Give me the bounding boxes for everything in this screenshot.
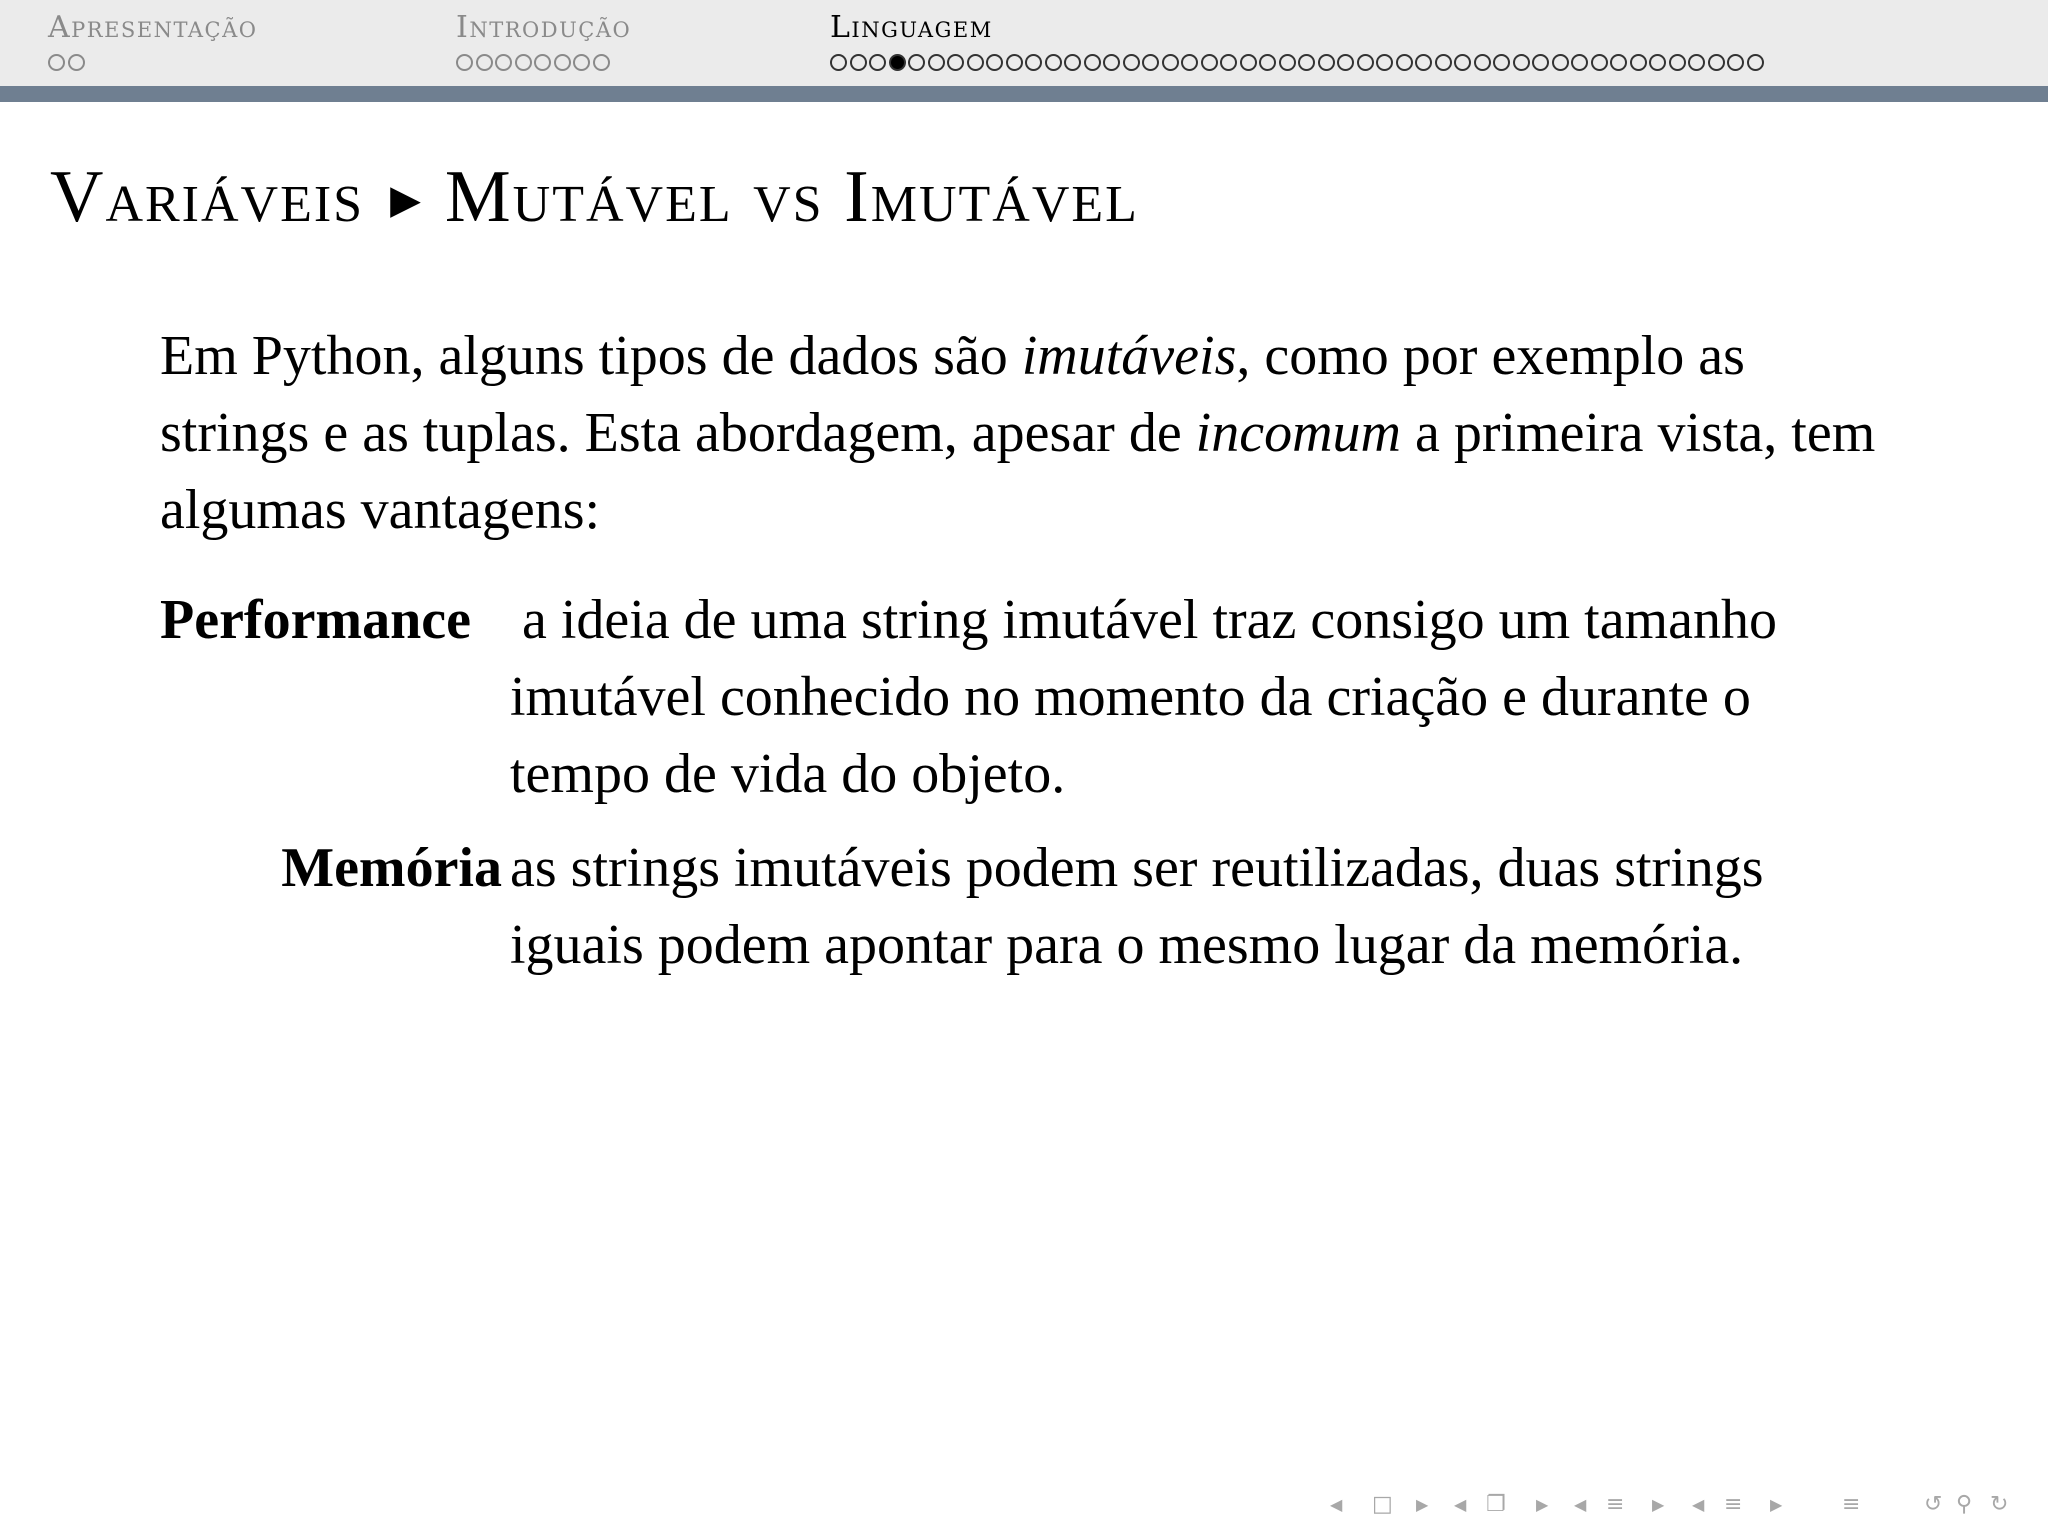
next-frame-arrow-icon[interactable]: ▶ — [1416, 1495, 1429, 1514]
document-icon[interactable]: ≡ — [1724, 1492, 1743, 1517]
frame-dot[interactable] — [1454, 54, 1471, 71]
frame-dot[interactable] — [554, 54, 571, 71]
frame-title — [50, 152, 1139, 245]
frame-dot[interactable] — [1084, 54, 1101, 71]
frame-title-section: Variáveis — [50, 156, 365, 238]
undo-icon[interactable]: ↺ — [1924, 1492, 1943, 1517]
frame-dot[interactable] — [1610, 54, 1627, 71]
intro-emphasis-incomum: incomum — [1195, 402, 1401, 464]
frame-dot[interactable] — [1025, 54, 1042, 71]
frame-dot[interactable] — [1396, 54, 1413, 71]
description-definition: a ideia de uma string imutável traz consigo um tamanho imutável conhecido no momento da criação e durante o tempo de vida do objeto. — [510, 589, 1777, 805]
frame-dot[interactable] — [1435, 54, 1452, 71]
frame-dot[interactable] — [1552, 54, 1569, 71]
frame-dot[interactable] — [534, 54, 551, 71]
frame-dot[interactable] — [495, 54, 512, 71]
frame-dot[interactable] — [908, 54, 925, 71]
nav-section-introducao[interactable] — [456, 10, 631, 46]
nav-section-title[interactable]: Linguagem — [830, 10, 993, 45]
description-definition: as strings imutáveis podem ser reutilizadas, duas strings iguais podem apontar para o mesmo lugar da memória. — [510, 837, 1764, 976]
frame-dot[interactable] — [573, 54, 590, 71]
prev-document-arrow-icon[interactable]: ◀ — [1692, 1495, 1705, 1514]
frame-dot[interactable] — [1064, 54, 1081, 71]
nav-section-title[interactable]: Apresentação — [48, 10, 258, 45]
frame-dot[interactable] — [1415, 54, 1432, 71]
frame-dot[interactable] — [1357, 54, 1374, 71]
prev-frame-arrow-icon[interactable]: ◀ — [1330, 1495, 1343, 1514]
description-term: Performance — [160, 589, 471, 651]
nav-section-apresentacao[interactable] — [48, 10, 258, 46]
frame-dots — [48, 54, 87, 78]
frame-dot[interactable] — [1318, 54, 1335, 71]
intro-text: Em Python, alguns tipos de dados são — [160, 325, 1022, 387]
intro-emphasis-imutaveis: imutáveis — [1021, 325, 1237, 387]
next-section-arrow-icon[interactable]: ▶ — [1652, 1495, 1665, 1514]
frame-dot[interactable] — [869, 54, 886, 71]
frame-dots — [830, 54, 1766, 78]
toc-icon[interactable]: ≡ — [1842, 1492, 1861, 1517]
next-subsection-arrow-icon[interactable]: ▶ — [1536, 1495, 1549, 1514]
frame-dot[interactable] — [947, 54, 964, 71]
current-frame-dot[interactable] — [889, 54, 906, 71]
frame-dot[interactable] — [928, 54, 945, 71]
frame-dot[interactable] — [967, 54, 984, 71]
frame-dot[interactable] — [48, 54, 65, 71]
frame-dot[interactable] — [1493, 54, 1510, 71]
frame-dot[interactable] — [1123, 54, 1140, 71]
frame-title-subsection: Mutável vs Imutável — [444, 156, 1139, 238]
description-term: Memória — [281, 837, 502, 899]
frame-dot[interactable] — [1045, 54, 1062, 71]
frame-dot[interactable] — [1727, 54, 1744, 71]
intro-paragraph — [160, 318, 1900, 549]
frame-icon[interactable]: □ — [1372, 1492, 1393, 1517]
intro-text: a primeira vista, tem algumas vantagens: — [160, 402, 1876, 541]
frame-dot[interactable] — [1259, 54, 1276, 71]
frame-dot[interactable] — [1747, 54, 1764, 71]
prev-section-arrow-icon[interactable]: ◀ — [1574, 1495, 1587, 1514]
right-triangle-icon: ▶ — [390, 177, 423, 222]
frame-dot[interactable] — [1298, 54, 1315, 71]
frame-dot[interactable] — [1708, 54, 1725, 71]
header-divider — [0, 86, 2048, 102]
prev-subsection-arrow-icon[interactable]: ◀ — [1454, 1495, 1467, 1514]
redo-icon[interactable]: ↻ — [1990, 1492, 2009, 1517]
section-icon[interactable]: ≡ — [1606, 1492, 1625, 1517]
frame-dot[interactable] — [1201, 54, 1218, 71]
frame-dot[interactable] — [1279, 54, 1296, 71]
next-document-arrow-icon[interactable]: ▶ — [1770, 1495, 1783, 1514]
frame-dot[interactable] — [476, 54, 493, 71]
frame-dot[interactable] — [593, 54, 610, 71]
subsection-icon[interactable]: ❐ — [1486, 1492, 1506, 1517]
frame-dot[interactable] — [1513, 54, 1530, 71]
frame-dot[interactable] — [456, 54, 473, 71]
frame-dot[interactable] — [830, 54, 847, 71]
frame-dot[interactable] — [1669, 54, 1686, 71]
frame-dot[interactable] — [68, 54, 85, 71]
frame-dot[interactable] — [1532, 54, 1549, 71]
frame-dot[interactable] — [1688, 54, 1705, 71]
frame-dot[interactable] — [515, 54, 532, 71]
frame-dot[interactable] — [1220, 54, 1237, 71]
frame-dot[interactable] — [1649, 54, 1666, 71]
frame-dot[interactable] — [1474, 54, 1491, 71]
frame-dot[interactable] — [850, 54, 867, 71]
search-icon[interactable]: ⚲ — [1956, 1492, 1973, 1517]
intro-text: , como por exemplo as strings e as tuplas. Esta abordagem, apesar de — [160, 325, 1745, 464]
frame-dot[interactable] — [1337, 54, 1354, 71]
nav-section-title[interactable]: Introdução — [456, 10, 632, 45]
frame-dot[interactable] — [1162, 54, 1179, 71]
nav-section-linguagem[interactable] — [830, 10, 993, 46]
frame-dot[interactable] — [1376, 54, 1393, 71]
frame-dot[interactable] — [1630, 54, 1647, 71]
frame-dot[interactable] — [986, 54, 1003, 71]
frame-dot[interactable] — [1006, 54, 1023, 71]
frame-dot[interactable] — [1142, 54, 1159, 71]
frame-dot[interactable] — [1571, 54, 1588, 71]
frame-dot[interactable] — [1591, 54, 1608, 71]
frame-body — [160, 318, 1900, 976]
frame-dots — [456, 54, 612, 78]
frame-dot[interactable] — [1103, 54, 1120, 71]
frame-dot[interactable] — [1240, 54, 1257, 71]
frame-dot[interactable] — [1181, 54, 1198, 71]
section-navigation-bar — [0, 0, 2048, 86]
